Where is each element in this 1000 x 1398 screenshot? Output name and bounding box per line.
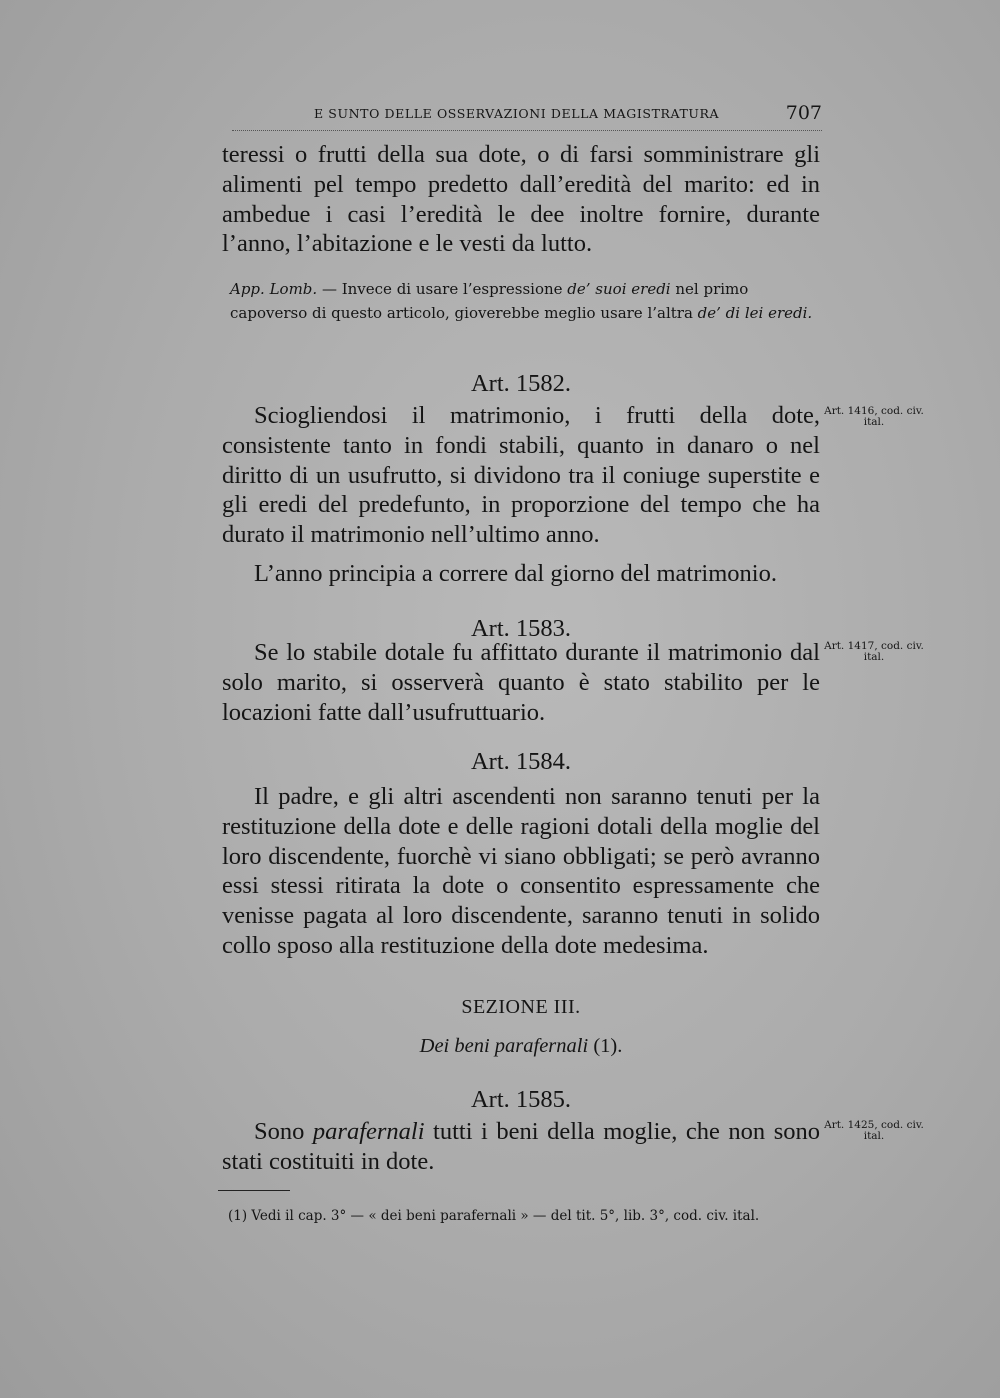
article-1582-paragraph-2: L’anno principia a correre dal giorno del matrimonio. [254, 560, 777, 587]
note-app-lomb [230, 278, 822, 325]
note-italic-2: de’ di lei eredi. [697, 303, 813, 322]
article-1585-italic: parafernali [312, 1118, 425, 1145]
article-heading-1585: Art. 1585. [470, 1086, 572, 1113]
article-1585-paragraph [222, 1117, 820, 1177]
continuation-paragraph: teressi o frutti della sua dote, o di farsi somministrare gli alimenti pel tempo predetto dall’eredità del marito: ed in ambedue i casi l’eredità le dee inoltre fornire, durante l’anno, l’abitazione e le vesti da lutto. [222, 141, 820, 258]
margin-reference-1585: Art. 1425, cod. civ. ital. [824, 1119, 924, 1142]
running-head [232, 104, 822, 131]
article-1584-paragraph: Il padre, e gli altri ascendenti non saranno tenuti per la restituzione della dote e delle ragioni dotali della moglie del loro discendente, fuorchè vi siano obbligati; se però avranno essi stessi ritirata la dote o consentito espressamente che venisse pagata al loro discendente, saranno tenuti in solido collo sposo alla restituzione della dote medesima. [222, 783, 820, 959]
section-subtitle-italic: Dei beni parafernali [419, 1035, 589, 1057]
section-subtitle-ref: (1). [588, 1035, 623, 1057]
article-1585-text-before: Sono [254, 1118, 313, 1145]
article-heading-1582: Art. 1582. [470, 370, 572, 397]
article-1582-paragraph-1: Sciogliendosi il matrimonio, i frutti della dote, consistente tanto in fondi stabili, quanto in danaro o nel diritto di un usufrutto, si dividono tra il coniuge superstite e gli eredi del predefunto, in proporzione del tempo che ha durato il matrimonio nell’ultimo anno. [222, 402, 820, 549]
article-1583-paragraph: Se lo stabile dotale fu affittato durante il matrimonio dal solo marito, si osserverà quanto è stato stabilito per le locazioni fatte dall’usufruttuario. [222, 639, 820, 726]
article-heading-1583: Art. 1583. [470, 615, 572, 642]
page-number: 707 [785, 102, 822, 124]
note-text-before: — Invece di usare l’espressione [317, 280, 568, 298]
note-label: App. Lomb. [230, 280, 318, 298]
note-text-middle: nel primo capoverso di questo articolo, gioverebbe meglio usare l’altra [230, 280, 749, 322]
footnote-rule [218, 1190, 290, 1191]
margin-reference-1583: Art. 1417, cod. civ. ital. [824, 640, 924, 663]
section-subtitle [222, 1035, 820, 1058]
running-head-title: E SUNTO DELLE OSSERVAZIONI DELLA MAGISTRATURA [314, 106, 720, 121]
article-heading-1584: Art. 1584. [470, 748, 572, 775]
section-title: SEZIONE III. [461, 996, 581, 1018]
article-1585-text-after: tutti i beni della moglie, che non sono stati costituiti in dote. [222, 1118, 820, 1175]
note-italic-1: de’ suoi eredi [567, 280, 671, 298]
footnote: (1) Vedi il cap. 3° — « dei beni parafernali » — del tit. 5°, lib. 3°, cod. civ. ital. [228, 1208, 760, 1224]
margin-reference-1582: Art. 1416, cod. civ. ital. [824, 405, 924, 428]
